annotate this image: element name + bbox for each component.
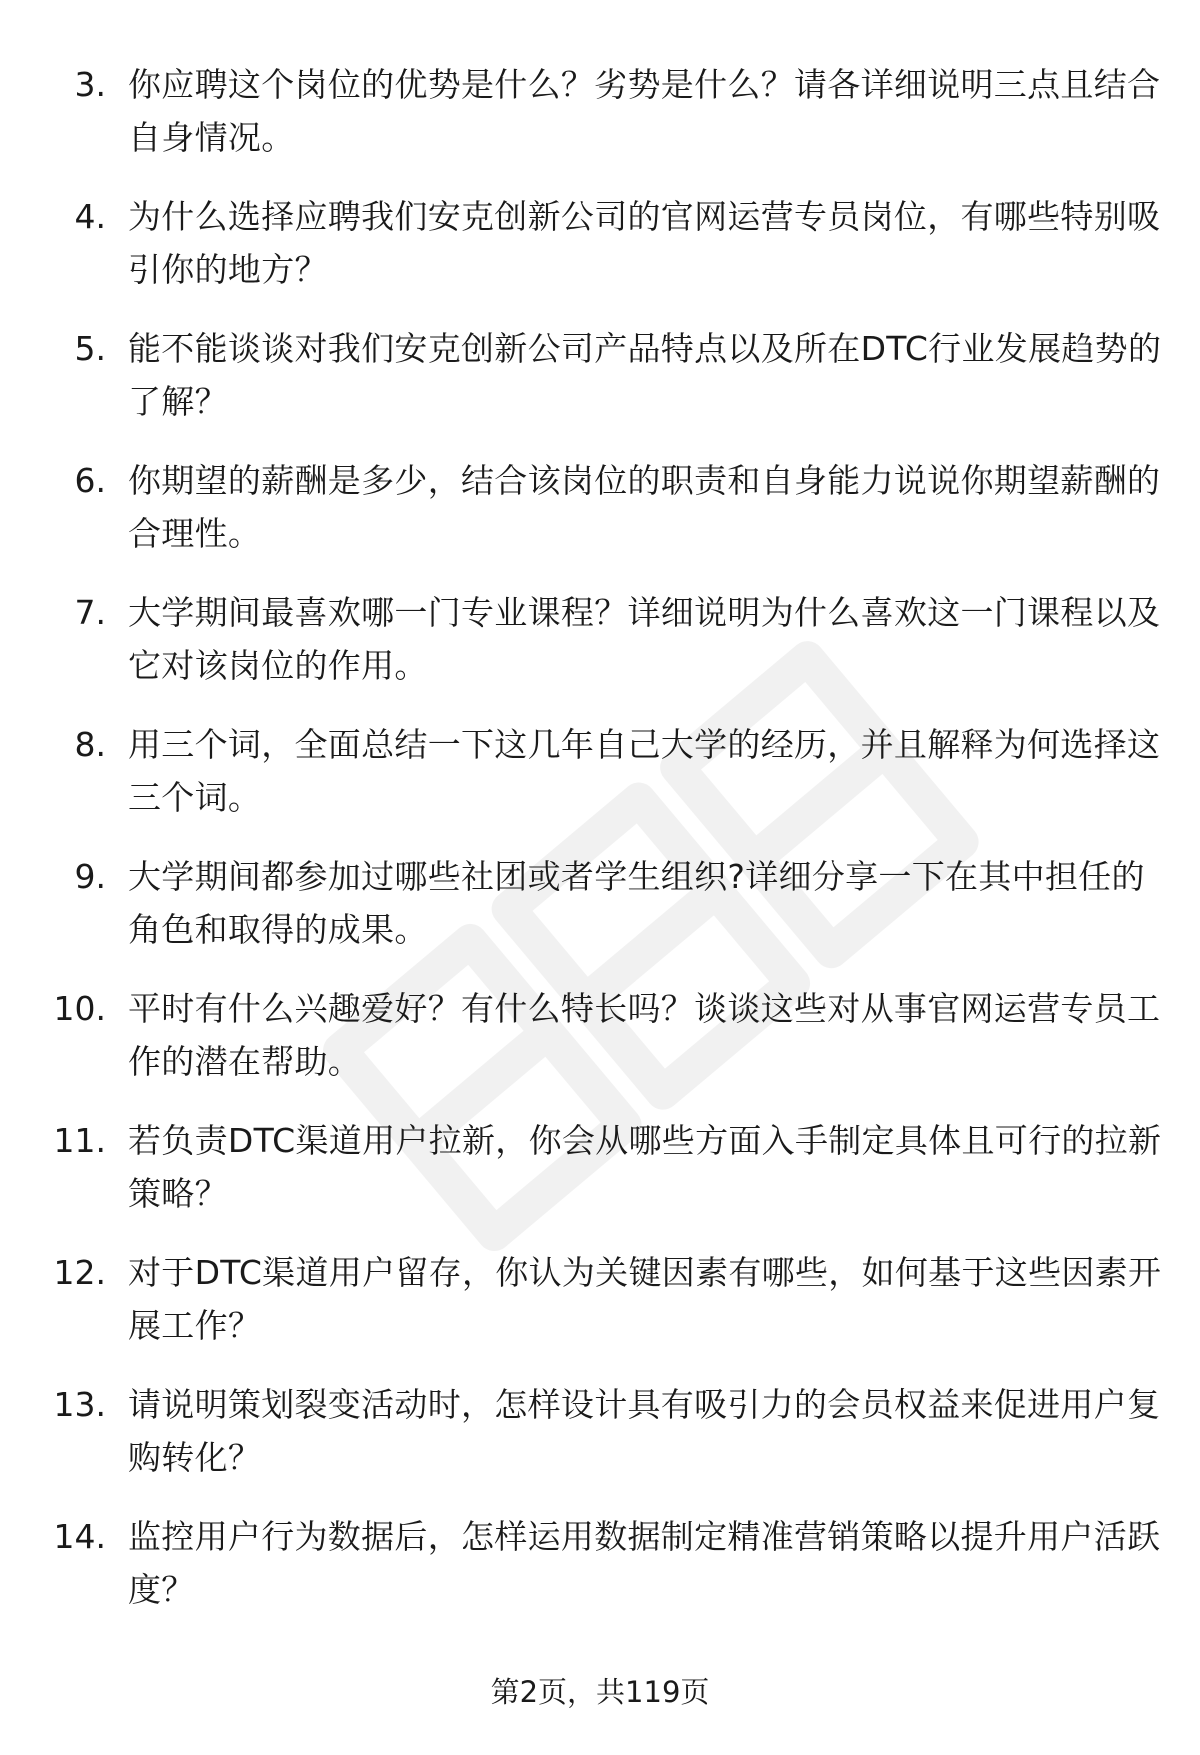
question-number: 5. [74,329,106,368]
question-number: 12. [53,1253,106,1292]
question-number: 11. [53,1121,106,1160]
question-text: 大学期间都参加过哪些社团或者学生组织?详细分享一下在其中担任的角色和取得的成果。 [128,857,1145,949]
question-text: 平时有什么兴趣爱好？有什么特长吗？谈谈这些对从事官网运营专员工作的潜在帮助。 [128,989,1161,1081]
question-text: 用三个词，全面总结一下这几年自己大学的经历，并且解释为何选择这三个词。 [128,725,1161,817]
question-text: 能不能谈谈对我们安克创新公司产品特点以及所在DTC行业发展趋势的了解？ [128,329,1162,421]
question-text: 监控用户行为数据后，怎样运用数据制定精准营销策略以提升用户活跃度？ [128,1517,1161,1609]
question-number: 13. [53,1385,106,1424]
question-list [0,58,1200,1642]
question-number: 4. [74,197,106,236]
question-text: 对于DTC渠道用户留存，你认为关键因素有哪些，如何基于这些因素开展工作？ [128,1253,1162,1345]
question-number: 3. [74,65,106,104]
list-item [0,1246,1200,1378]
list-item [0,718,1200,850]
question-text: 你应聘这个岗位的优势是什么？劣势是什么？请各详细说明三点且结合自身情况。 [128,65,1161,157]
question-text: 大学期间最喜欢哪一门专业课程？详细说明为什么喜欢这一门课程以及它对该岗位的作用。 [128,593,1161,685]
list-item [0,1378,1200,1510]
question-text: 为什么选择应聘我们安克创新公司的官网运营专员岗位，有哪些特别吸引你的地方？ [128,197,1161,289]
question-number: 14. [53,1517,106,1556]
list-item [0,1114,1200,1246]
question-text: 若负责DTC渠道用户拉新，你会从哪些方面入手制定具体且可行的拉新策略？ [128,1121,1162,1213]
list-item [0,850,1200,982]
list-item [0,1510,1200,1642]
question-text: 你期望的薪酬是多少，结合该岗位的职责和自身能力说说你期望薪酬的合理性。 [128,461,1161,553]
list-item [0,190,1200,322]
list-item [0,58,1200,190]
page-footer [0,1672,1200,1712]
list-item [0,586,1200,718]
question-number: 6. [74,461,106,500]
list-item [0,982,1200,1114]
question-number: 7. [74,593,106,632]
question-text: 请说明策划裂变活动时，怎样设计具有吸引力的会员权益来促进用户复购转化？ [128,1385,1161,1477]
question-number: 10. [53,989,106,1028]
question-number: 8. [74,725,106,764]
page-number-label: 第2页，共119页 [490,1675,710,1709]
list-item [0,454,1200,586]
list-item [0,322,1200,454]
question-number: 9. [74,857,106,896]
